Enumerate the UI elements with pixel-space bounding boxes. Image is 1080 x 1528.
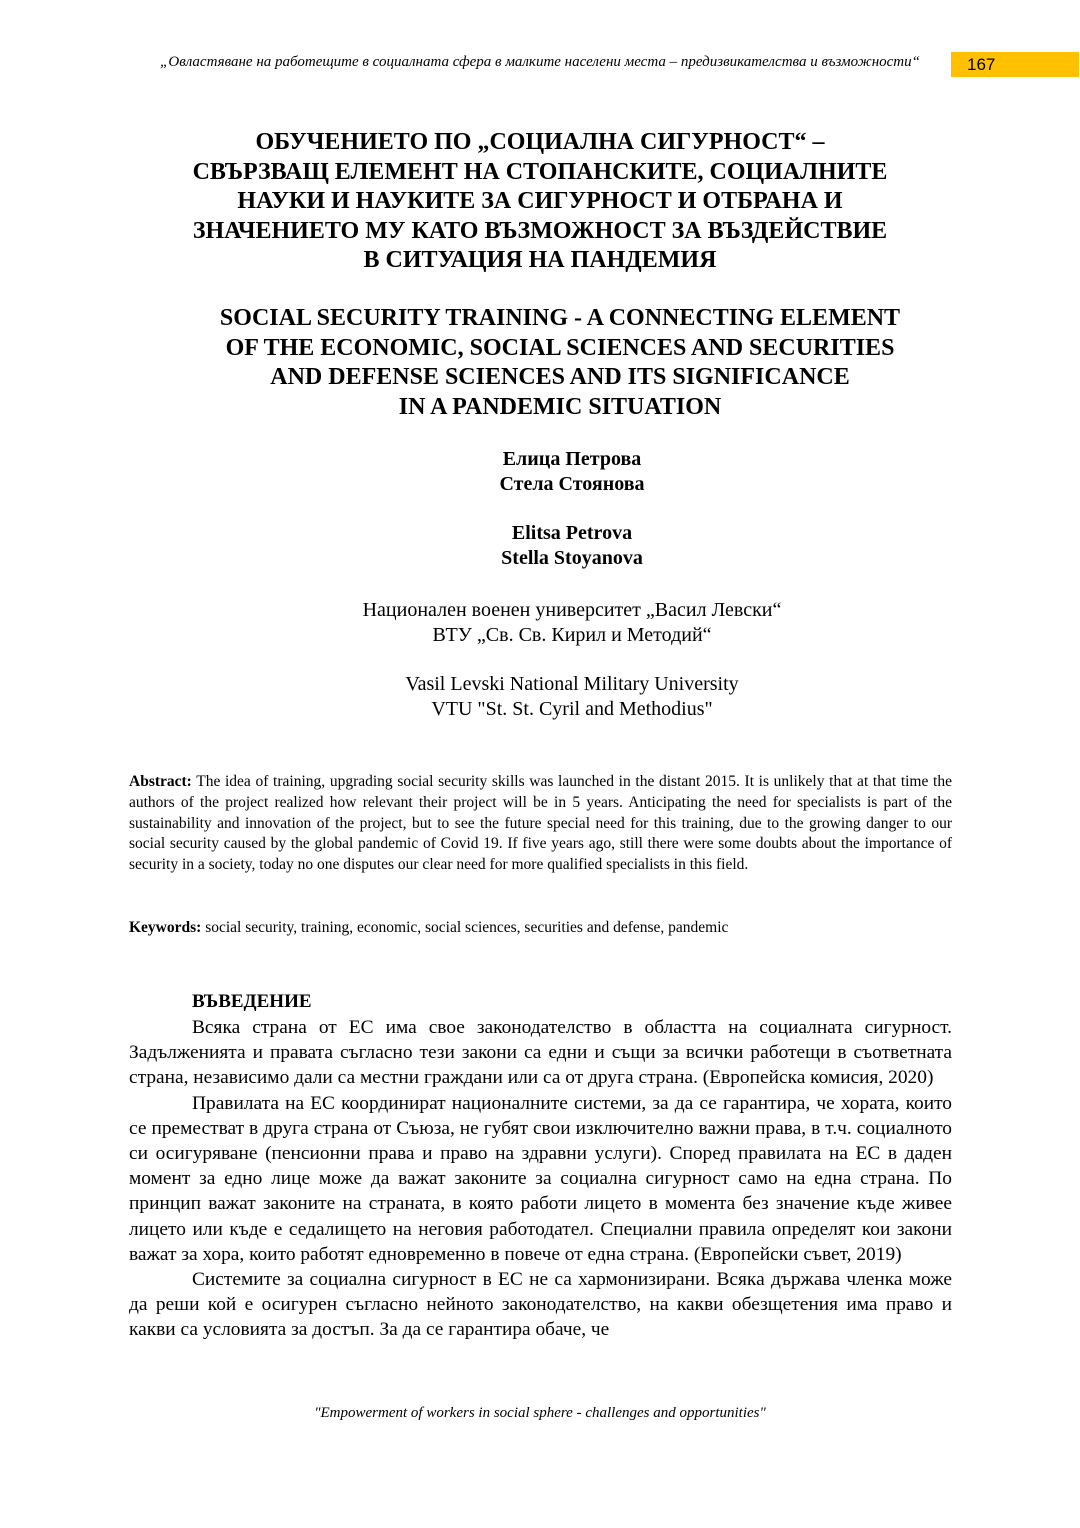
paragraph: Всяка страна от ЕС има свое законодателство в областта на социалната сигурност. Задълженията и правата съгласно тези закони са едни и същи за всички работещи в съответната страна, независимо дали са местни граждани или са от друга страна. (Европейска комисия, 2020) [129, 1017, 952, 1089]
author-name: Elitsa Petrova [511, 522, 633, 544]
affiliation: Национален военен университет „Васил Левски“ [362, 599, 782, 621]
keywords-label: Keywords: [129, 919, 202, 936]
affiliation: ВТУ „Св. Св. Кирил и Методий“ [432, 624, 712, 646]
affiliation: Vasil Levski National Military University [405, 673, 739, 695]
affiliations-english [272, 672, 872, 722]
authors-bulgarian [372, 447, 772, 497]
introduction-body [129, 1015, 952, 1343]
title-english: SOCIAL SECURITY TRAINING - A CONNECTING ELEMENT OF THE ECONOMIC, SOCIAL SCIENCES AND SECURITIES AND DEFENSE SCIENCES AND ITS SIGNIFICANCE IN A PANDEMIC SITUATION [219, 305, 901, 420]
paragraph: Системите за социална сигурност в ЕС не са хармонизирани. Всяка държава членка може да реши кой е осигурен съгласно нейното законодателство, на какви обезщетения има право и какви са условията за достъп. За да се гарантира обаче, че [129, 1269, 952, 1341]
paragraph: Правилата на ЕС координират националните системи, за да се гарантира, че хората, които се преместват в друга страна от Съюза, не губят свои изключително важни права, в т.ч. социалното си осигуряване (пенсионни права и право на здравни услуги). Според правилата на ЕС в даден момент за едно лице може да важат законите за социална сигурност само на една страна. По принцип важат законите на страната, в която работи лицето в момента без значение къде живее лицето или къде е седалището на неговия работодател. Специални правила определят кои закони важат за хора, които работят едновременно в повече от една страна. (Европейски съвет, 2019) [129, 1092, 952, 1265]
author-name: Stella Stoyanova [501, 547, 643, 569]
abstract [129, 772, 952, 876]
title-bulgarian: ОБУЧЕНИЕТО ПО „СОЦИАЛНА СИГУРНОСТ“ – СВЪРЗВАЩ ЕЛЕМЕНТ НА СТОПАНСКИТЕ, СОЦИАЛНИТЕ НАУКИ И НАУКИТЕ ЗА СИГУРНОСТ И ОТБРАНА И ЗНАЧЕНИЕТО МУ КАТО ВЪЗМОЖНОСТ ЗА ВЪЗДЕЙСТВИЕ В СИТУАЦИЯ НА ПАНДЕМИЯ [192, 129, 888, 274]
keywords-text: social security, training, economic, social sciences, securities and defense, pandemic [205, 919, 729, 936]
page-number: 167 [951, 52, 1079, 77]
author-name: Елица Петрова [502, 448, 642, 470]
section-heading-introduction: ВЪВЕДЕНИЕ [192, 991, 312, 1012]
abstract-label: Abstract: [129, 773, 192, 790]
abstract-text: The idea of training, upgrading social security skills was launched in the distant 2015. It is unlikely that at that time the authors of the project realized how relevant their project will be in 5 years. Anticipating the need for specialists is part of the sustainability and innovation of the project, but to see the future special need for this training, due to the growing danger to our social security caused by the global pandemic of Covid 19. If five years ago, still there were some doubts about the importance of security in a society, today no one disputes our clear need for more qualified specialists in this field. [129, 773, 952, 874]
keywords [129, 918, 952, 939]
author-name: Стела Стоянова [499, 473, 645, 495]
running-header: „Овластяване на работещите в социалната сфера в малките населени места – предизвикателства и възможности“ [160, 54, 920, 70]
affiliation: VTU "St. St. Cyril and Methodius" [431, 698, 713, 720]
affiliations-bulgarian [272, 598, 872, 648]
running-footer: "Empowerment of workers in social sphere - challenges and opportunities" [314, 1405, 766, 1421]
authors-english [372, 521, 772, 571]
